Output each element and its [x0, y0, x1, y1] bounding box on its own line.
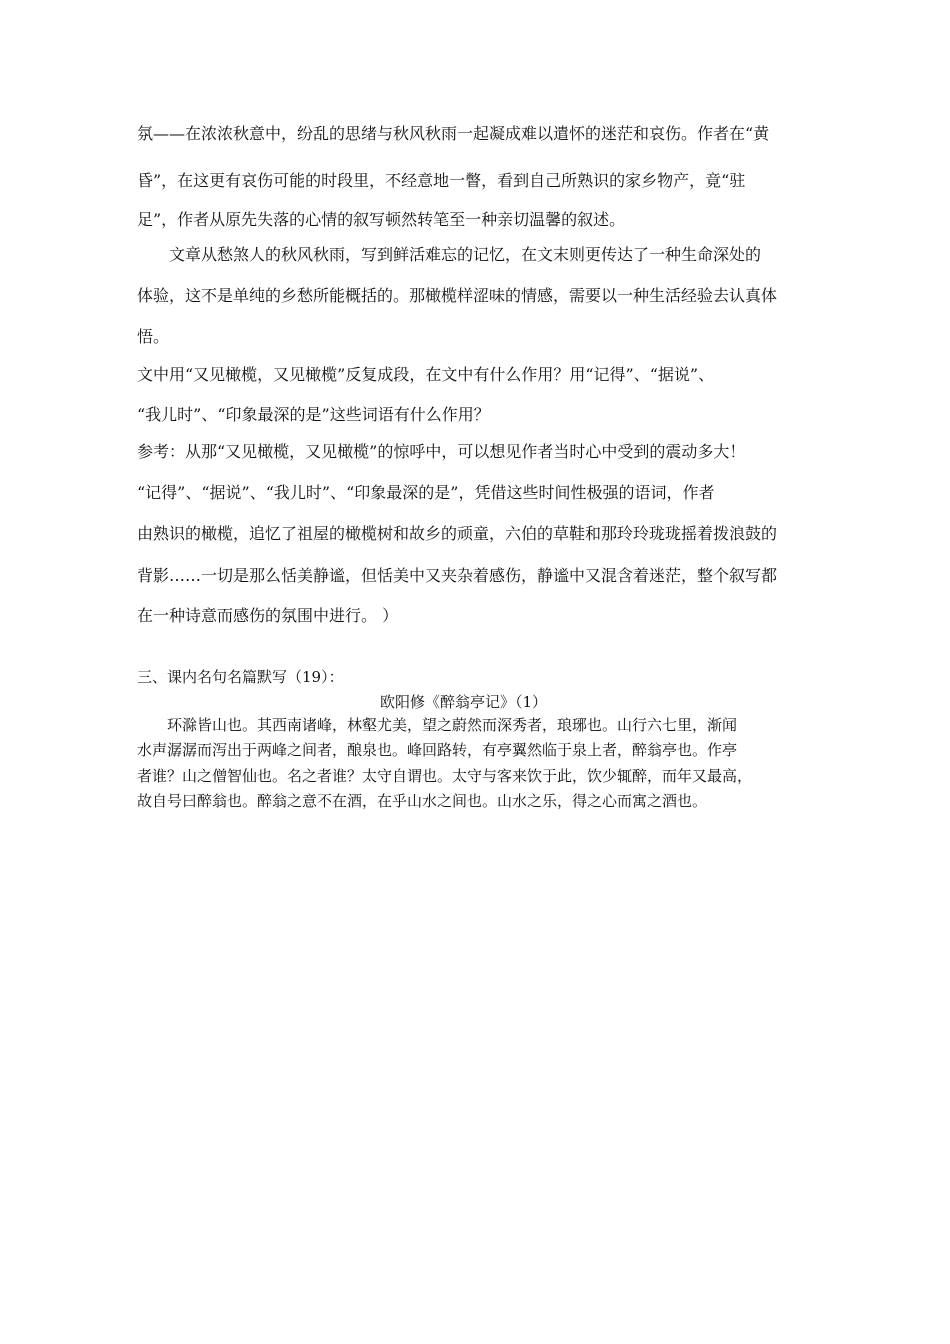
answer-line: 由熟识的橄榄，追忆了祖屋的橄榄树和故乡的顽童，六伯的草鞋和那玲玲珑珑摇着拨浪鼓的 [137, 524, 778, 543]
answer-line: 参考：从那“又见橄榄，又见橄榄”的惊呼中，可以想见作者当时心中受到的震动多大！ [137, 442, 746, 461]
excerpt-line: 故自号曰醉翁也。醉翁之意不在酒，在乎山水之间也。山水之乐，得之心而寓之酒也。 [137, 792, 708, 810]
excerpt-line: 者谁？山之僧智仙也。名之者谁？太守自谓也。太守与客来饮于此，饮少辄醉，而年又最高， [137, 767, 753, 785]
paragraph-line: 氛——在浓浓秋意中，纷乱的思绪与秋风秋雨一起凝成难以遣怀的迷茫和哀伤。作者在“黄 [137, 124, 770, 143]
question-line: “我儿时”、“印象最深的是”这些词语有什么作用？ [137, 405, 490, 424]
excerpt-line: 环滁皆山也。其西南诸峰，林壑尤美，望之蔚然而深秀者，琅琊也。山行六七里，渐闻 [137, 716, 738, 734]
answer-line: 在一种诗意而感伤的氛围中进行。 ） [137, 606, 399, 625]
excerpt-line: 水声潺潺而泻出于两峰之间者，酿泉也。峰回路转，有亭翼然临于泉上者，醉翁亭也。作亭 [137, 741, 738, 759]
answer-line: “记得”、“据说”、“我儿时”、“印象最深的是”，凭借这些时间性极强的语词，作者 [137, 483, 715, 502]
section-heading: 三、课内名句名篇默写（19）： [137, 668, 344, 686]
paragraph-line: 足”，作者从原先失落的心情的叙写顿然转笔至一种亲切温馨的叙述。 [137, 210, 626, 229]
paragraph-line: 昏”，在这更有哀伤可能的时段里，不经意地一瞥，看到自己所熟识的家乡物产，竟“驻 [137, 171, 746, 190]
answer-line: 背影……一切是那么恬美静谧，但恬美中又夹杂着感伤，静谧中又混含着迷茫，整个叙写都 [137, 566, 778, 585]
paragraph-line: 体验，这不是单纯的乡愁所能概括的。那橄榄样涩味的情感，需要以一种生活经验去认真体 [137, 286, 778, 305]
poem-title: 欧阳修《醉翁亭记》（1） [380, 693, 548, 711]
question-line: 文中用“又见橄榄，又见橄榄”反复成段，在文中有什么作用？用“记得”、“据说”、 [137, 365, 715, 384]
paragraph-line: 悟。 [137, 327, 170, 346]
paragraph-line: 文章从愁煞人的秋风秋雨，写到鲜活难忘的记忆，在文末则更传达了一种生命深处的 [137, 245, 762, 264]
